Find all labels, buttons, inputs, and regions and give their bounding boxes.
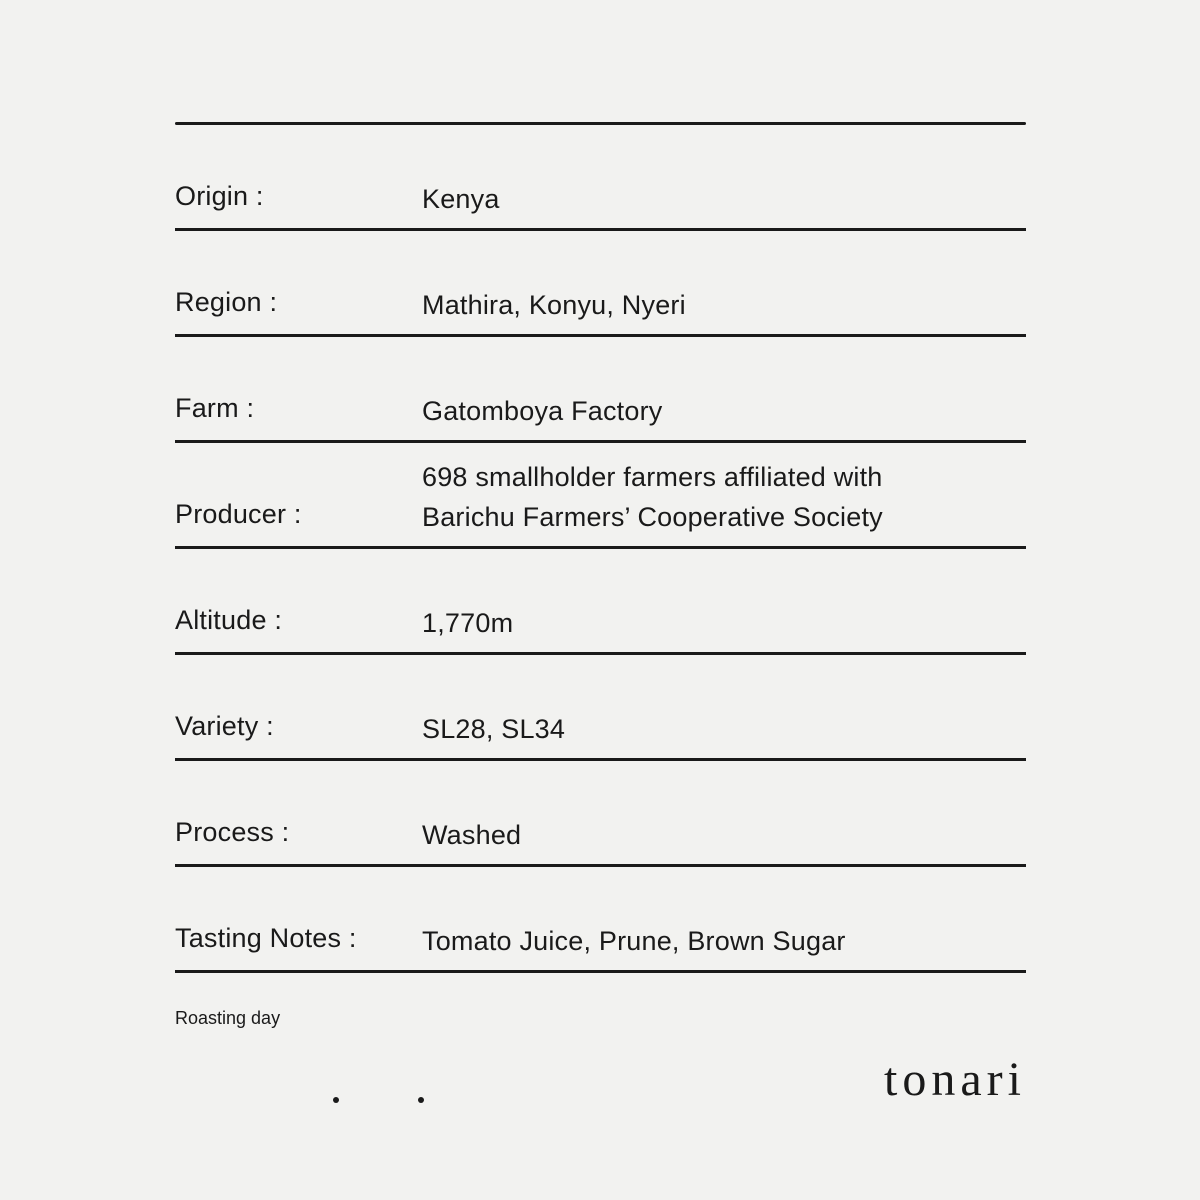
- producer-value: [422, 457, 883, 537]
- producer-value-line-1: 698 smallholder farmers affiliated with: [422, 462, 883, 492]
- row-process: [175, 761, 1026, 867]
- tasting-notes-value-line: Tomato Juice, Prune, Brown Sugar: [422, 926, 846, 956]
- date-separator-dot-2: [418, 1097, 424, 1103]
- process-value-line: Washed: [422, 820, 522, 850]
- region-value: [422, 285, 686, 325]
- row-tasting-notes: [175, 867, 1026, 973]
- row-variety: [175, 655, 1026, 761]
- row-producer: [175, 443, 1026, 549]
- tasting-notes-label: Tasting Notes :: [175, 923, 357, 953]
- origin-value-line: Kenya: [422, 184, 500, 214]
- row-farm: [175, 337, 1026, 443]
- origin-value: [422, 179, 500, 219]
- altitude-value-line: 1,770m: [422, 608, 514, 638]
- process-label: Process :: [175, 817, 290, 847]
- variety-label: Variety :: [175, 711, 274, 741]
- tasting-notes-value: [422, 921, 846, 961]
- row-origin: [175, 125, 1026, 231]
- producer-label: Producer :: [175, 499, 302, 529]
- coffee-info-card: [175, 122, 1026, 973]
- date-separator-dot-1: [333, 1097, 339, 1103]
- brand-logo: tonari: [884, 1053, 1026, 1106]
- region-label: Region :: [175, 287, 278, 317]
- altitude-label: Altitude :: [175, 605, 283, 635]
- farm-value: [422, 391, 663, 431]
- variety-value: [422, 709, 565, 749]
- farm-value-line: Gatomboya Factory: [422, 396, 663, 426]
- producer-value-line-2: Barichu Farmers’ Cooperative Society: [422, 502, 883, 532]
- farm-label: Farm :: [175, 393, 255, 423]
- process-value: [422, 815, 521, 855]
- altitude-value: [422, 603, 513, 643]
- variety-value-line: SL28, SL34: [422, 714, 566, 744]
- row-altitude: [175, 549, 1026, 655]
- roasting-day-label: Roasting day: [175, 1008, 281, 1028]
- origin-label: Origin :: [175, 181, 264, 211]
- row-region: [175, 231, 1026, 337]
- region-value-line: Mathira, Konyu, Nyeri: [422, 290, 686, 320]
